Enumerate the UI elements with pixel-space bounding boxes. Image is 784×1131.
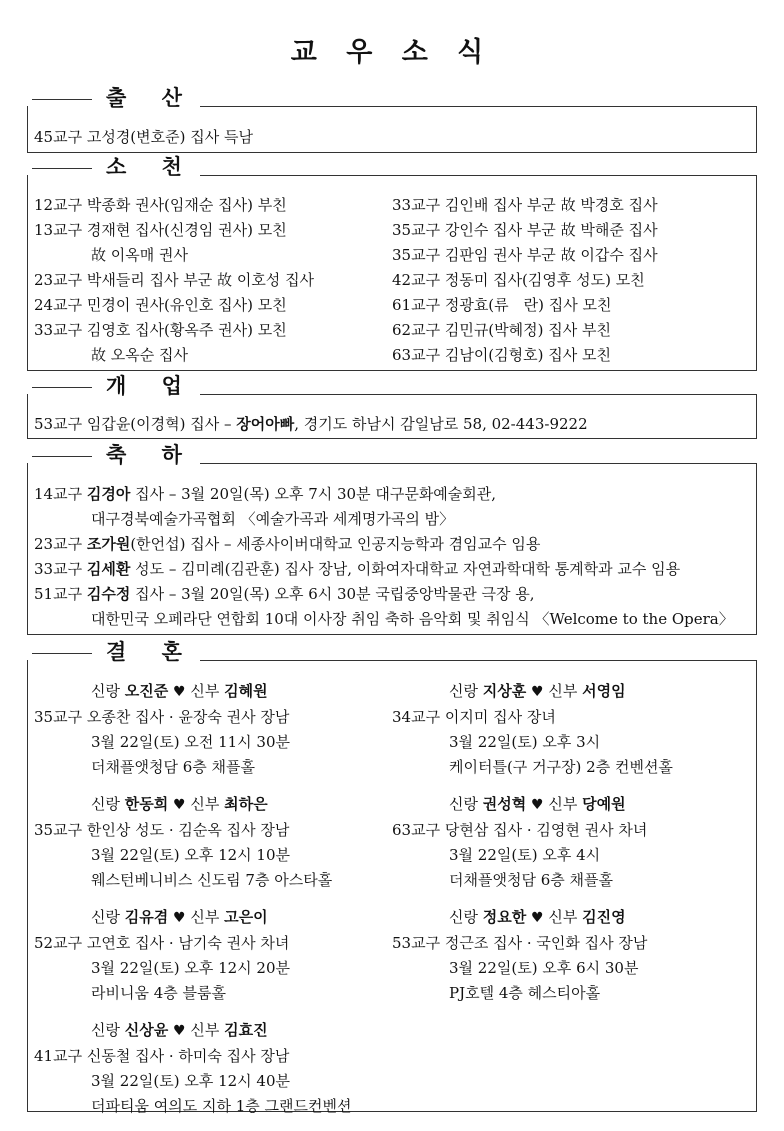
wedding-time: 3월 22일(토) 오후 12시 10분 (91, 846, 291, 864)
congrats-detail-cont: 대구경북예술가곡협회 〈예술가곡과 세계명가곡의 밤〉 (91, 510, 455, 528)
groom-name: 김유겸 (124, 908, 169, 926)
bride-label: 신부 (185, 795, 225, 813)
congrats-detail: 집사 – 3월 20일(목) 오후 7시 30분 대구문화예술회관, (130, 485, 497, 503)
family-line (34, 931, 392, 956)
family-line (392, 705, 750, 730)
groom-label: 신랑 (91, 682, 125, 700)
parish: 34교구 (392, 708, 445, 726)
wedding-place: 라비니움 4층 블룸홀 (91, 984, 227, 1002)
wedding-time: 3월 22일(토) 오후 12시 20분 (91, 959, 291, 977)
congrats-detail: 집사 – 3월 20일(목) 오후 6시 30분 국립중앙박물관 극장 용, (130, 585, 535, 603)
funeral-item: 23교구 박새들리 집사 부군 故 이호성 집사 (34, 271, 315, 289)
section-heading: 소 천 (28, 156, 200, 178)
groom-label: 신랑 (91, 1021, 125, 1039)
congrats-item (34, 482, 750, 507)
bride-label: 신부 (543, 908, 583, 926)
wedding-right-column (392, 679, 750, 1131)
bride-label: 신부 (185, 682, 225, 700)
couple-line (34, 905, 392, 931)
wedding-entry (34, 679, 392, 780)
family: 고연호 집사 · 남기숙 권사 차녀 (86, 934, 290, 952)
groom-name: 정요한 (482, 908, 527, 926)
bride-name: 최하은 (224, 795, 268, 813)
funeral-item: 35교구 강인수 집사 부군 故 박해준 집사 (392, 221, 658, 239)
congrats-item (34, 557, 750, 582)
heart-icon: ♥ (173, 797, 186, 813)
family: 신동철 집사 · 하미숙 집사 장남 (86, 1047, 290, 1065)
wedding-entry (392, 905, 750, 1006)
person-name: 김수정 (86, 585, 131, 603)
groom-label: 신랑 (449, 795, 483, 813)
wedding-time: 3월 22일(토) 오전 11시 30분 (91, 733, 291, 751)
wedding-entry (34, 905, 392, 1006)
page-title: 교 우 소 식 (290, 37, 494, 68)
person-name: 김세환 (86, 560, 131, 578)
couple-line (34, 792, 392, 818)
bride-label: 신부 (543, 795, 583, 813)
couple-line (34, 679, 392, 705)
congrats-list (34, 482, 750, 632)
groom-label: 신랑 (449, 682, 483, 700)
congrats-section (27, 442, 757, 635)
opening-item: 53교구 임갑윤(이경혁) 집사 – 장어아빠, 경기도 하남시 감일남로 58, 02-443-9222 (34, 415, 588, 433)
funeral-item: 61교구 정광효(류 란) 집사 모친 (392, 296, 612, 314)
family-line (392, 931, 750, 956)
bride-name: 김혜원 (224, 682, 268, 700)
parish: 33교구 (34, 560, 87, 578)
parish: 23교구 (34, 535, 87, 553)
heart-icon: ♥ (173, 910, 186, 926)
groom-name: 지상훈 (482, 682, 527, 700)
groom-name: 오진준 (124, 682, 169, 700)
wedding-place: 더채플앳청담 6층 채플홀 (449, 871, 613, 889)
bride-label: 신부 (543, 682, 583, 700)
person-name: 조가원 (86, 535, 131, 553)
family: 오종찬 집사 · 윤장숙 권사 장남 (86, 708, 290, 726)
congrats-item (34, 532, 750, 557)
funeral-item: 33교구 김인배 집사 부군 故 박경호 집사 (392, 196, 658, 214)
section-heading: 개 업 (28, 375, 200, 397)
birth-item: 45교구 고성경(변호준) 집사 득남 (34, 128, 253, 146)
parish: 35교구 (34, 708, 87, 726)
shop-name: 장어아빠 (236, 415, 295, 433)
wedding-time: 3월 22일(토) 오후 4시 (449, 846, 601, 864)
wedding-place: 웨스턴베니비스 신도림 7층 아스타홀 (91, 871, 333, 889)
funeral-item: 12교구 박종화 권사(임재순 집사) 부친 (34, 196, 287, 214)
bride-name: 서영임 (582, 682, 626, 700)
bride-name: 김효진 (224, 1021, 268, 1039)
congrats-detail-cont: 대한민국 오페라단 연합회 10대 이사장 취임 축하 음악회 및 취임식 〈Welcome to the Opera〉 (91, 610, 734, 628)
wedding-place: 더채플앳청담 6층 채플홀 (91, 758, 255, 776)
heart-icon: ♥ (173, 1023, 186, 1039)
bride-name: 김진영 (582, 908, 626, 926)
wedding-section (27, 639, 757, 1115)
family: 당현삼 집사 · 김영현 권사 차녀 (444, 821, 648, 839)
funeral-item: 故 이옥매 권사 (91, 246, 188, 264)
heart-icon: ♥ (173, 684, 186, 700)
wedding-entry (34, 792, 392, 893)
section-heading: 출 산 (28, 87, 200, 109)
section-heading: 결 혼 (28, 641, 200, 663)
groom-name: 신상윤 (124, 1021, 169, 1039)
parish: 41교구 (34, 1047, 87, 1065)
parish: 35교구 (34, 821, 87, 839)
wedding-time: 3월 22일(토) 오후 12시 40분 (91, 1072, 291, 1090)
wedding-entry (34, 1018, 392, 1119)
wedding-place: 더파티움 여의도 지하 1층 그랜드컨벤션 (91, 1097, 352, 1115)
groom-label: 신랑 (91, 795, 125, 813)
bride-name: 고은이 (224, 908, 268, 926)
birth-section (27, 85, 757, 153)
funeral-item: 62교구 김민규(박혜정) 집사 부친 (392, 321, 611, 339)
family-line (34, 818, 392, 843)
funeral-left-column (34, 193, 392, 368)
congrats-detail: 성도 – 김미례(김관훈) 집사 장남, 이화여자대학교 자연과학대학 통계학과 교수 임용 (130, 560, 681, 578)
family-line (34, 705, 392, 730)
couple-line (392, 679, 750, 705)
bride-label: 신부 (185, 908, 225, 926)
groom-label: 신랑 (449, 908, 483, 926)
parish: 63교구 (392, 821, 445, 839)
funeral-right-column (392, 193, 750, 368)
wedding-entry (392, 679, 750, 780)
couple-line (392, 792, 750, 818)
wedding-time: 3월 22일(토) 오후 6시 30분 (449, 959, 639, 977)
opening-section (27, 373, 757, 439)
funeral-item: 63교구 김남이(김형호) 집사 모친 (392, 346, 611, 364)
funeral-item: 33교구 김영호 집사(황옥주 권사) 모친 (34, 321, 287, 339)
wedding-time: 3월 22일(토) 오후 3시 (449, 733, 601, 751)
parish: 52교구 (34, 934, 87, 952)
parish: 51교구 (34, 585, 87, 603)
section-heading: 축 하 (28, 444, 200, 466)
funeral-section (27, 154, 757, 371)
bride-label: 신부 (185, 1021, 225, 1039)
family-line (392, 818, 750, 843)
parish: 14교구 (34, 485, 87, 503)
family: 정근조 집사 · 국인화 집사 장남 (444, 934, 648, 952)
groom-name: 권성혁 (482, 795, 527, 813)
family: 이지미 집사 장녀 (444, 708, 556, 726)
couple-line (392, 905, 750, 931)
groom-label: 신랑 (91, 908, 125, 926)
person-name: 김경아 (86, 485, 131, 503)
funeral-item: 35교구 김판임 권사 부군 故 이갑수 집사 (392, 246, 658, 264)
wedding-place: PJ호텔 4층 헤스티아홀 (449, 984, 601, 1002)
funeral-item: 42교구 정동미 집사(김영후 성도) 모친 (392, 271, 645, 289)
heart-icon: ♥ (531, 684, 544, 700)
wedding-place: 케이터틀(구 거구장) 2층 컨벤션홀 (449, 758, 673, 776)
parish: 53교구 (392, 934, 445, 952)
family: 한인상 성도 · 김순옥 집사 장남 (86, 821, 290, 839)
congrats-item (34, 582, 750, 607)
couple-line (34, 1018, 392, 1044)
funeral-item: 24교구 민경이 권사(유인호 집사) 모친 (34, 296, 287, 314)
groom-name: 한동희 (124, 795, 169, 813)
wedding-entry (392, 792, 750, 893)
funeral-item: 故 오옥순 집사 (91, 346, 188, 364)
funeral-item: 13교구 경재현 집사(신경임 권사) 모친 (34, 221, 287, 239)
congrats-detail: (한언섭) 집사 – 세종사이버대학교 인공지능학과 겸임교수 임용 (130, 535, 541, 553)
bride-name: 당예원 (582, 795, 626, 813)
heart-icon: ♥ (531, 910, 544, 926)
wedding-left-column (34, 679, 392, 1131)
heart-icon: ♥ (531, 797, 544, 813)
family-line (34, 1044, 392, 1069)
